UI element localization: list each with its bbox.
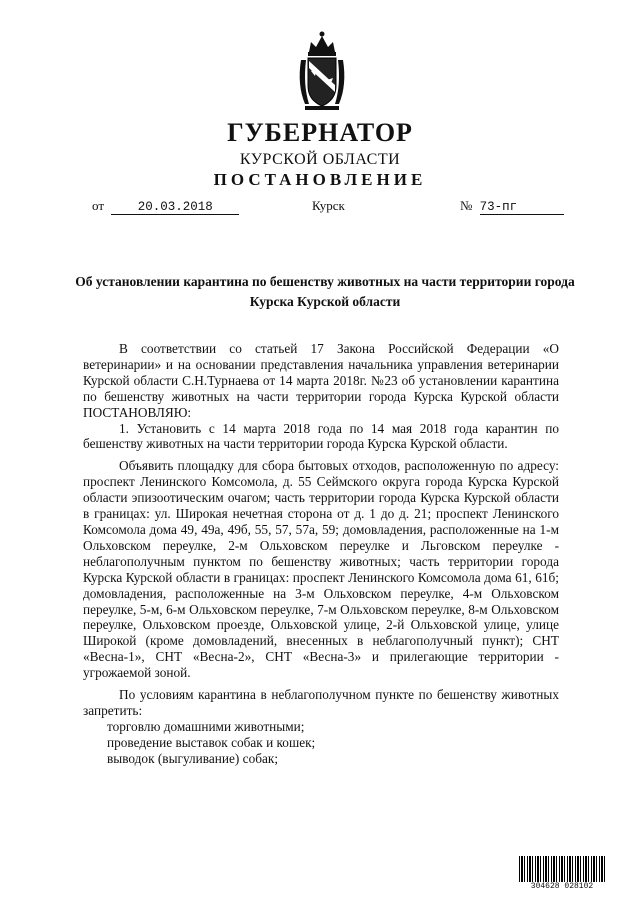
barcode <box>519 856 605 890</box>
list-item: проведение выставок собак и кошек; <box>107 734 316 750</box>
barcode-bars <box>519 856 605 882</box>
document-title: Об установлении карантина по бешенству животных на части территории города Курска Курской области <box>75 274 575 309</box>
date-prefix: от <box>92 198 105 213</box>
document-body <box>83 341 559 767</box>
paragraph-preamble: В соответствии со статьей 17 Закона Российской Федерации «О ветеринарии» и на основании представления начальника управления ветеринарии Курской области С.Н.Турнаева от 14 марта 2018г. №23 об установлении карантина по бешенству животных на части территории города Курска Курской области ПОСТАНОВЛЯЮ: <box>83 341 559 420</box>
document-number: 73-пг <box>480 200 564 215</box>
number-line <box>460 198 564 215</box>
paragraph-item-1: 1. Установить с 14 марта 2018 года по 14 мая 2018 года карантин по бешенству животных на части территории города Курска Курской области. <box>83 420 559 452</box>
date-line <box>92 198 239 215</box>
paragraph-prohibitions: По условиям карантина в неблагополучном пункте по бешенству животных запретить: <box>83 687 559 718</box>
number-prefix: № <box>460 198 473 213</box>
list-item: торговлю домашними животными; <box>107 718 305 734</box>
document-type: ПОСТАНОВЛЕНИЕ <box>213 170 427 189</box>
list-item: выводок (выгуливание) собак; <box>107 750 279 766</box>
document-header-title: ГУБЕРНАТОР <box>227 118 413 147</box>
document-city: Курск <box>312 198 345 213</box>
coat-of-arms-emblem <box>295 30 349 112</box>
document-header-region: КУРСКОЙ ОБЛАСТИ <box>239 151 401 168</box>
document-date: 20.03.2018 <box>111 200 239 215</box>
paragraph-declaration: Объявить площадку для сбора бытовых отходов, расположенную по адресу: проспект Ленинского Комсомола, д. 55 Сеймского округа города Курска Курской области эпизоотическим очагом; часть территории города Курска Курской области в границах: ул. Широкая нечетная сторона от д. 1 до д. 21; проспект Ленинского Комсомола дома 49, 49а, 49б, 55, 57, 57а, 59; домовладения, расположенные на 1-м Ольховском переулке, 2-м Ольховском переулке и Льговском переулке - неблагополучным пунктом по бешенству животных; часть территории города Курска Курской области в границах: проспект Ленинского Комсомола дома 61, 61б; домовладения, расположенные на 3-м Ольховском переулке, 4-м Ольховском переулке, 5-м, 6-м Ольховском переулке, 7-м Ольховском переулке, 8-м Ольховском переулке, Ольховском проезде, Ольховской улице, 2-й Ольховской улице, улице Широкой (кроме домовладений, внесенных в неблагополучный пункт); СНТ «Весна-1», СНТ «Весна-2», СНТ «Весна-3» и прилегающие территории - угрожаемой зоной. <box>83 458 559 681</box>
barcode-number: 304628 028102 <box>530 882 594 891</box>
